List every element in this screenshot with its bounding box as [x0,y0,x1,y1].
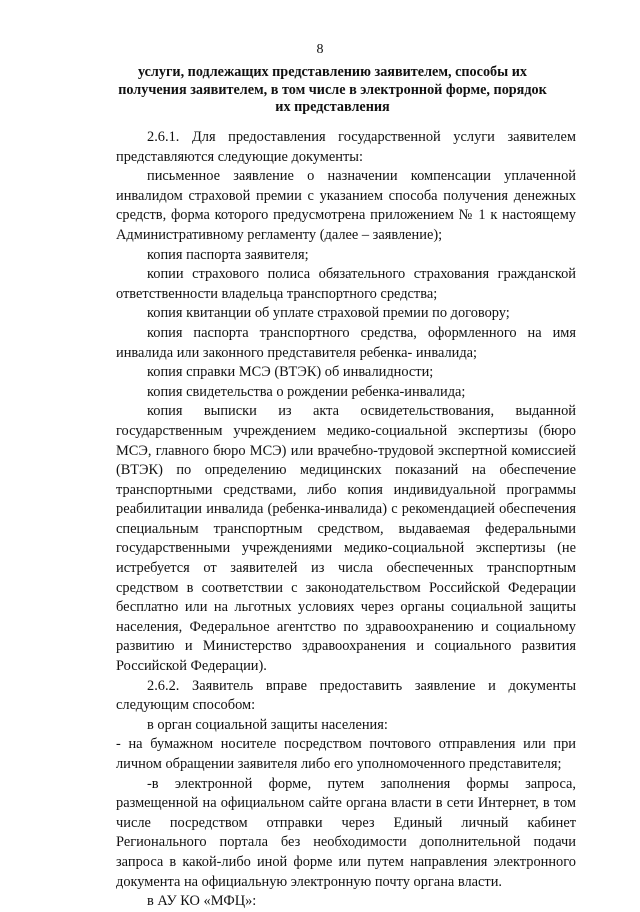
page-number: 8 [316,42,324,57]
paragraph: в АУ КО «МФЦ»: [147,893,257,910]
paragraph: копия свидетельства о рождении ребенка-инвалида; [147,383,466,400]
paragraph: копия справки МСЭ (ВТЭК) об инвалидности; [147,364,434,381]
section-heading: услуги, подлежащих представлению заявителем, способы их получения заявителем, в том числе в электронной форме, порядок их представления [118,64,547,115]
document-body [116,128,576,912]
paragraph: копия паспорта заявителя; [147,246,309,263]
paragraph: копии страхового полиса обязательного страхования гражданской ответственности владельца транспортного средства; [116,266,576,302]
paragraph: -в электронной форме, путем заполнения формы запроса, размещенной на официальном сайте органа власти в сети Интернет, в том числе посредством отправки через Единый личный кабинет Регионального портала без необходимости дополнительной подачи запроса в какой-либо иной форме или путем направления электронного документа на официальную электронную почту органа власти. [116,775,576,890]
paragraph: 2.6.1. Для предоставления государственной услуги заявителем представляются следующие документы: [116,129,576,165]
paragraph: письменное заявление о назначении компенсации уплаченной инвалидом страховой премии с указанием способа получения денежных средств, форма которого предусмотрена приложением № 1 к настоящему Административному регламенту (далее – заявление); [116,168,576,243]
paragraph: копия паспорта транспортного средства, оформленного на имя инвалида или законного представителя ребенка- инвалида; [116,324,576,361]
paragraph: копия квитанции об уплате страховой премии по договору; [147,305,510,322]
paragraph: - на бумажном носителе посредством почтового отправления или при личном обращении заявителя либо его уполномоченного представителя; [116,736,576,772]
paragraph: в орган социальной защиты населения: [147,716,388,733]
paragraph: 2.6.2. Заявитель вправе предоставить заявление и документы следующим способом: [116,677,576,714]
paragraph: копия выписки из акта освидетельствования, выданной государственным учреждением медико-социальной экспертизы (бюро МСЭ, главного бюро МСЭ) или врачебно-трудовой экспертной комиссией (ВТЭК) по определению медицинских показаний на обеспечение транспортными средствами, либо копия индивидуальной программы реабилитации инвалида (ребенка-инвалида) с рекомендацией обеспечения специальным транспортным средством, выдаваемая федеральными государственными учреждениями медико-социальной экспертизы (не истребуется от заявителей из числа обеспеченных транспортным средством в соответствии с законодательством Российской Федерации бесплатно или на льготных условиях через органы социальной защиты населения, Федеральное агентство по здравоохранению и социальному развитию и Министерство здравоохранения и социального развития Российской Федерации). [116,403,576,675]
